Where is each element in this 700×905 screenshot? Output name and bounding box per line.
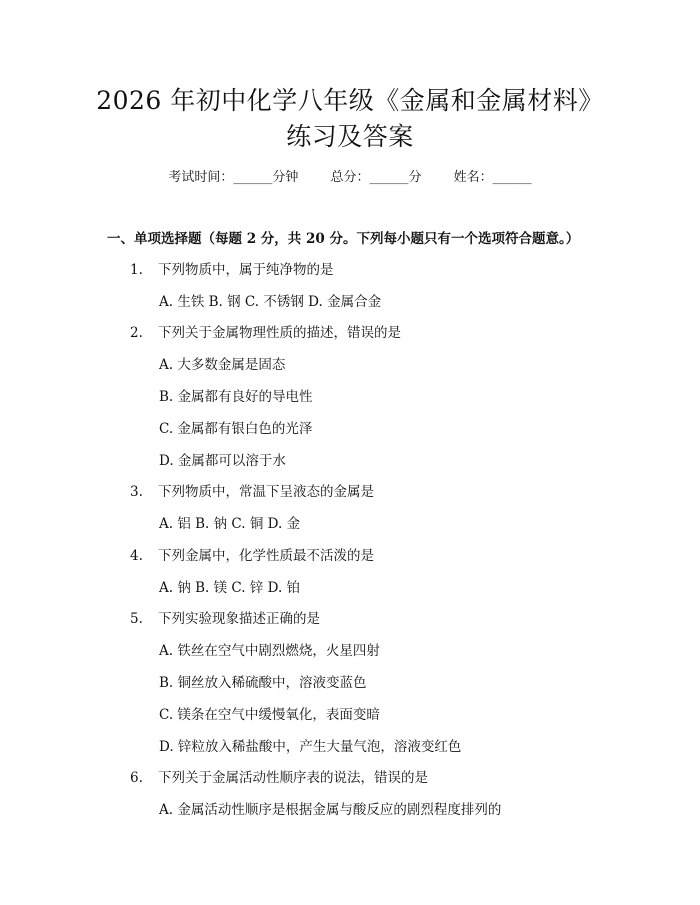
question-text: 下列金属中，化学性质最不活泼的是 bbox=[158, 548, 374, 564]
question-number: 3. bbox=[130, 484, 143, 500]
question-1 bbox=[130, 260, 334, 280]
section-heading-single-choice: 一、单项选择题（每题 2 分，共 20 分。下列每小题只有一个选项符合题意。） bbox=[107, 231, 580, 247]
page-title-line-2: 练习及答案 bbox=[286, 122, 414, 151]
question-1-options: A. 生铁 B. 钢 C. 不锈钢 D. 金属合金 bbox=[159, 294, 382, 310]
question-number: 2. bbox=[130, 325, 143, 341]
question-4 bbox=[130, 546, 374, 566]
question-2-option-a: A. 大多数金属是固态 bbox=[159, 357, 286, 373]
question-5-option-b: B. 铜丝放入稀硫酸中，溶液变蓝色 bbox=[159, 675, 367, 691]
question-number: 4. bbox=[130, 548, 143, 564]
question-number: 6. bbox=[130, 770, 143, 786]
question-text: 下列实验现象描述正确的是 bbox=[158, 611, 320, 627]
question-6-option-a: A. 金属活动性顺序是根据金属与酸反应的剧烈程度排列的 bbox=[159, 802, 502, 818]
question-5-option-a: A. 铁丝在空气中剧烈燃烧，火星四射 bbox=[159, 643, 380, 659]
question-2-option-d: D. 金属都可以溶于水 bbox=[159, 453, 286, 469]
question-3 bbox=[130, 482, 374, 502]
question-number: 5. bbox=[130, 611, 143, 627]
question-5 bbox=[130, 609, 320, 629]
question-text: 下列物质中，属于纯净物的是 bbox=[158, 262, 334, 278]
question-text: 下列关于金属物理性质的描述，错误的是 bbox=[158, 325, 401, 341]
question-2-option-c: C. 金属都有银白色的光泽 bbox=[159, 421, 313, 437]
question-text: 下列关于金属活动性顺序表的说法，错误的是 bbox=[158, 770, 428, 786]
total-score-field: 总分：______分 bbox=[330, 170, 422, 185]
question-number: 1. bbox=[130, 262, 143, 278]
question-4-options: A. 钠 B. 镁 C. 锌 D. 铂 bbox=[159, 580, 301, 596]
exam-meta bbox=[0, 168, 700, 188]
question-5-option-c: C. 镁条在空气中缓慢氧化，表面变暗 bbox=[159, 707, 380, 723]
question-text: 下列物质中，常温下呈液态的金属是 bbox=[158, 484, 374, 500]
exam-time-field: 考试时间：______分钟 bbox=[168, 170, 299, 185]
question-3-options: A. 铝 B. 钠 C. 铜 D. 金 bbox=[159, 516, 301, 532]
question-5-option-d: D. 锌粒放入稀盐酸中，产生大量气泡，溶液变红色 bbox=[159, 739, 462, 755]
question-6 bbox=[130, 768, 428, 788]
student-name-field: 姓名：______ bbox=[453, 170, 532, 185]
page-title-line-1: 2026 年初中化学八年级《金属和金属材料》 bbox=[96, 86, 604, 115]
question-2-option-b: B. 金属都有良好的导电性 bbox=[159, 389, 313, 405]
question-2 bbox=[130, 323, 401, 343]
